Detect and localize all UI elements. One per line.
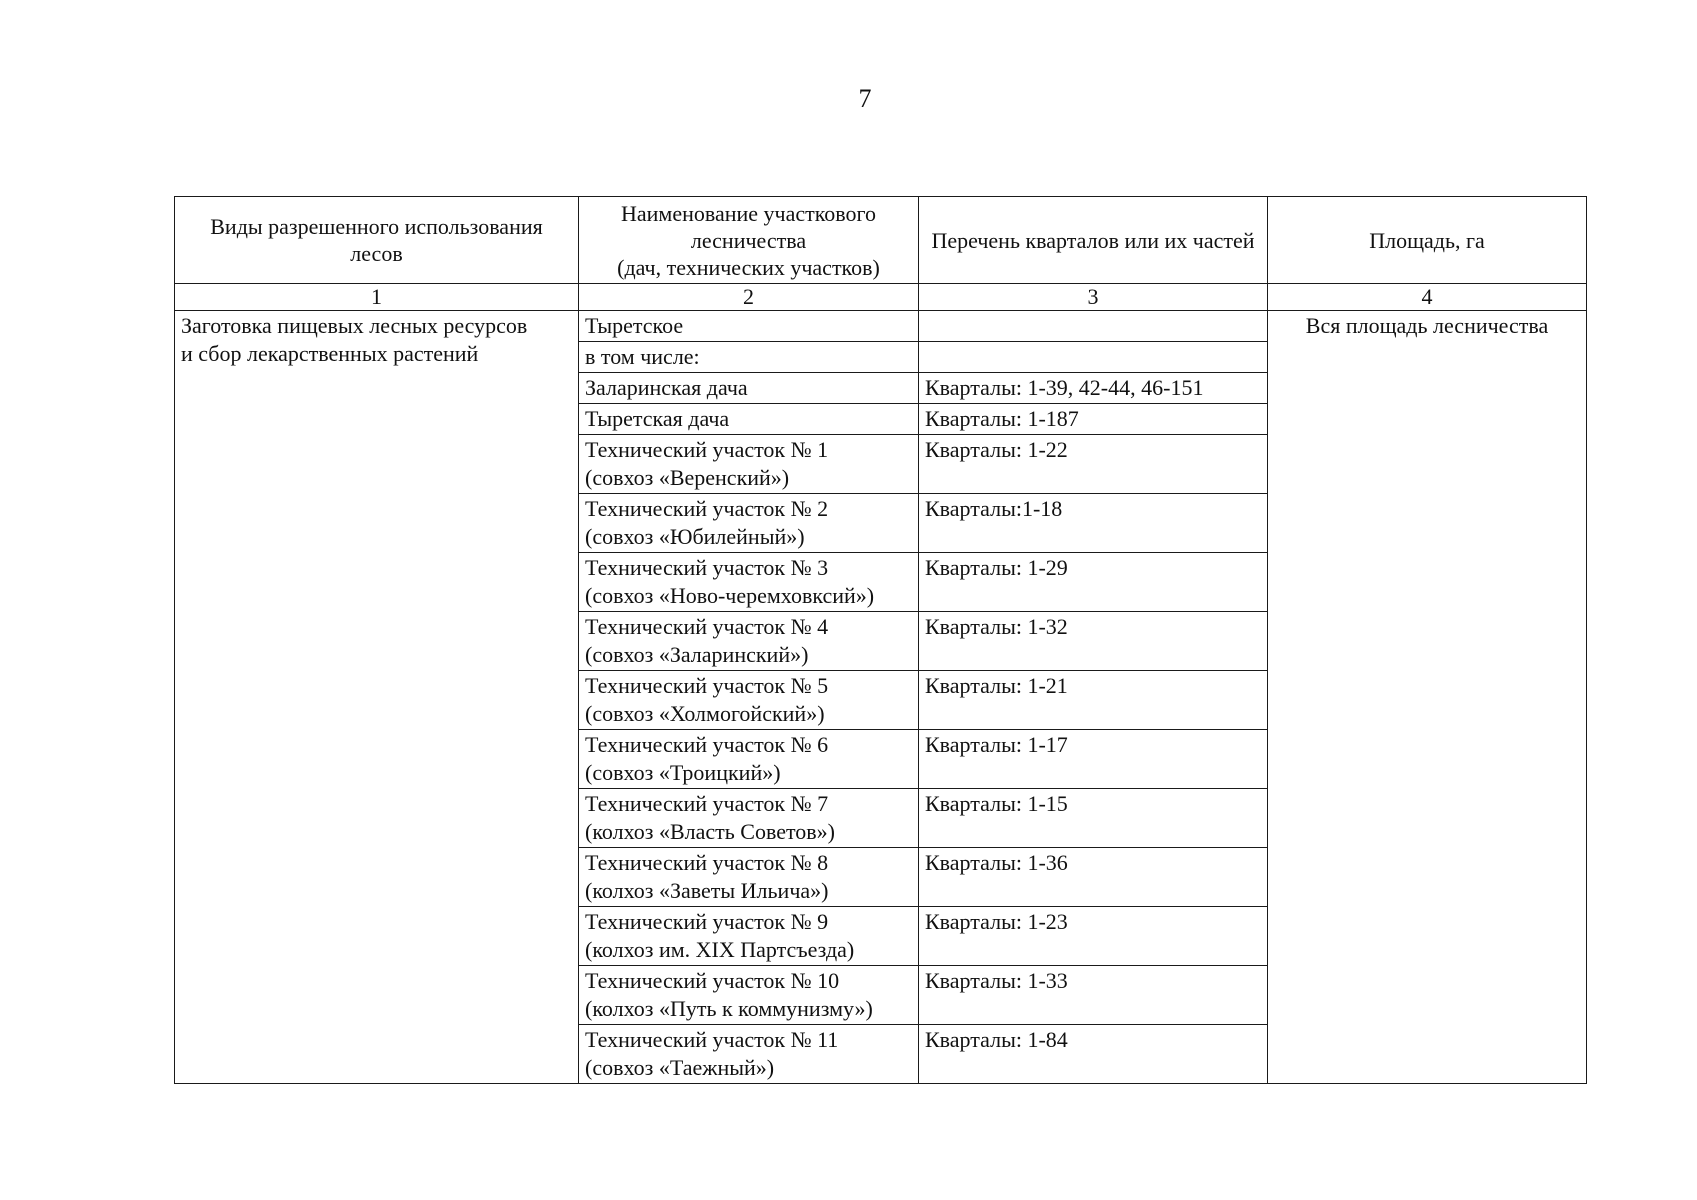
site-name-line: (совхоз «Холмогойский») — [585, 701, 825, 726]
quarters-cell: Кварталы: 1-187 — [919, 404, 1268, 435]
table-header-row — [175, 197, 1587, 284]
site-name-line: (колхоз «Путь к коммунизму») — [585, 996, 873, 1021]
header-forestry-name-line: (дач, технических участков) — [617, 254, 880, 280]
area-cell: Вся площадь лесничества — [1268, 311, 1587, 1084]
site-name-cell — [579, 1025, 919, 1084]
header-quarters: Перечень кварталов или их частей — [919, 197, 1268, 284]
quarters-cell-empty — [919, 342, 1268, 373]
quarters-cell: Кварталы: 1-15 — [919, 789, 1268, 848]
use-type-line: Заготовка пищевых лесных ресурсов — [181, 313, 528, 338]
site-name-cell — [579, 730, 919, 789]
column-number-row — [175, 284, 1587, 311]
page-number: 7 — [858, 84, 872, 113]
site-name-line: (совхоз «Веренский») — [585, 465, 790, 490]
site-name-line: (колхоз «Заветы Ильича») — [585, 878, 829, 903]
site-name-line: Технический участок № 2 — [585, 496, 829, 521]
quarters-cell: Кварталы: 1-21 — [919, 671, 1268, 730]
forestry-name: Тыретское — [579, 311, 919, 342]
header-forestry-name-line: лесничества — [690, 227, 807, 253]
site-name-cell — [579, 373, 919, 404]
header-forestry-name — [579, 197, 919, 284]
quarters-cell: Кварталы: 1-22 — [919, 435, 1268, 494]
quarters-cell: Кварталы: 1-29 — [919, 553, 1268, 612]
site-name-line: Тыретская дача — [585, 406, 730, 431]
site-name-line: Заларинская дача — [585, 375, 748, 400]
quarters-cell: Кварталы: 1-32 — [919, 612, 1268, 671]
use-type-cell — [175, 311, 579, 1084]
site-name-line: (колхоз им. XIX Партсъезда) — [585, 937, 855, 962]
site-name-cell — [579, 494, 919, 553]
column-number: 3 — [919, 284, 1268, 311]
quarters-cell-empty — [919, 311, 1268, 342]
site-name-line: Технический участок № 3 — [585, 555, 829, 580]
site-name-line: Технический участок № 8 — [585, 850, 829, 875]
header-area: Площадь, га — [1268, 197, 1587, 284]
quarters-cell: Кварталы: 1-84 — [919, 1025, 1268, 1084]
site-name-cell — [579, 612, 919, 671]
site-name-cell — [579, 907, 919, 966]
site-name-cell — [579, 671, 919, 730]
including-label: в том числе: — [579, 342, 919, 373]
site-name-line: Технический участок № 7 — [585, 791, 829, 816]
site-name-line: (колхоз «Власть Советов») — [585, 819, 836, 844]
column-number: 2 — [579, 284, 919, 311]
site-name-line: (совхоз «Таежный») — [585, 1055, 775, 1080]
forest-use-table — [174, 196, 1587, 1084]
header-use-type: Виды разрешенного использования лесов — [175, 197, 579, 284]
table-body — [175, 284, 1587, 1084]
quarters-cell: Кварталы: 1-23 — [919, 907, 1268, 966]
quarters-cell: Кварталы: 1-36 — [919, 848, 1268, 907]
site-name-line: Технический участок № 11 — [585, 1027, 839, 1052]
site-name-line: (совхоз «Заларинский») — [585, 642, 809, 667]
quarters-cell: Кварталы: 1-39, 42-44, 46-151 — [919, 373, 1268, 404]
site-name-line: (совхоз «Ново-черемховксий») — [585, 583, 875, 608]
site-name-line: Технический участок № 10 — [585, 968, 840, 993]
site-name-line: (совхоз «Юбилейный») — [585, 524, 805, 549]
site-name-cell — [579, 553, 919, 612]
use-type-line: и сбор лекарственных растений — [181, 341, 479, 366]
header-forestry-name-line: Наименование участкового — [620, 200, 877, 226]
site-name-line: Технический участок № 5 — [585, 673, 829, 698]
site-name-cell — [579, 789, 919, 848]
site-name-line: Технический участок № 6 — [585, 732, 829, 757]
site-name-line: Технический участок № 1 — [585, 437, 829, 462]
site-name-cell — [579, 848, 919, 907]
quarters-cell: Кварталы:1-18 — [919, 494, 1268, 553]
quarters-cell: Кварталы: 1-33 — [919, 966, 1268, 1025]
site-name-cell — [579, 404, 919, 435]
column-number: 4 — [1268, 284, 1587, 311]
table-row — [175, 311, 1587, 342]
site-name-cell — [579, 435, 919, 494]
column-number: 1 — [175, 284, 579, 311]
site-name-line: (совхоз «Троицкий») — [585, 760, 781, 785]
site-name-line: Технический участок № 4 — [585, 614, 829, 639]
site-name-line: Технический участок № 9 — [585, 909, 829, 934]
site-name-cell — [579, 966, 919, 1025]
quarters-cell: Кварталы: 1-17 — [919, 730, 1268, 789]
